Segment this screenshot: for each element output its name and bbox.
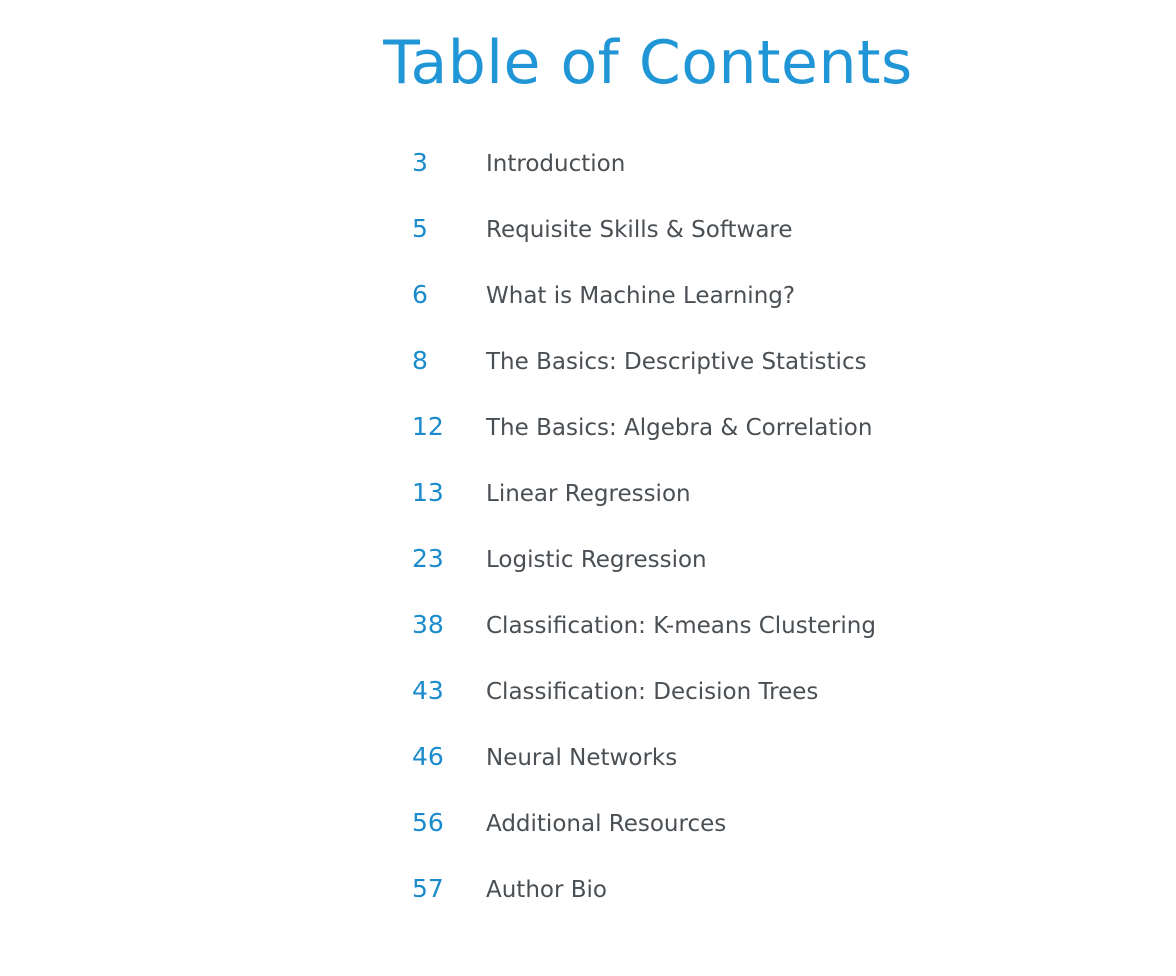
toc-entry-label: Author Bio	[486, 877, 607, 903]
toc-entry-label: Neural Networks	[486, 745, 678, 771]
toc-entry[interactable]	[0, 544, 1176, 610]
toc-entry[interactable]	[0, 742, 1176, 808]
toc-entry[interactable]	[0, 808, 1176, 874]
toc-entry-label: Introduction	[486, 151, 626, 177]
toc-entry-page-number: 6	[412, 280, 428, 309]
toc-entry-label: Classification: K-means Clustering	[486, 613, 876, 639]
toc-entry[interactable]	[0, 874, 1176, 940]
toc-entry-label: The Basics: Descriptive Statistics	[486, 349, 867, 375]
toc-entry-label: Linear Regression	[486, 481, 691, 507]
toc-entry-label: Requisite Skills & Software	[486, 217, 793, 243]
toc-entry-label: Classification: Decision Trees	[486, 679, 819, 705]
toc-entry[interactable]	[0, 676, 1176, 742]
toc-entry[interactable]	[0, 214, 1176, 280]
toc-entry-page-number: 12	[412, 412, 444, 441]
toc-entry-page-number: 56	[412, 808, 444, 837]
toc-list	[0, 148, 1176, 940]
toc-entry[interactable]	[0, 610, 1176, 676]
toc-entry[interactable]	[0, 280, 1176, 346]
toc-entry[interactable]	[0, 148, 1176, 214]
toc-entry-page-number: 23	[412, 544, 444, 573]
toc-entry-label: The Basics: Algebra & Correlation	[486, 415, 873, 441]
toc-entry-label: What is Machine Learning?	[486, 283, 796, 309]
toc-entry-page-number: 5	[412, 214, 428, 243]
toc-entry[interactable]	[0, 412, 1176, 478]
page-title: Table of Contents	[383, 28, 913, 98]
toc-entry-page-number: 13	[412, 478, 444, 507]
toc-entry[interactable]	[0, 346, 1176, 412]
toc-entry-label: Logistic Regression	[486, 547, 707, 573]
toc-entry-page-number: 43	[412, 676, 444, 705]
toc-entry-page-number: 46	[412, 742, 444, 771]
toc-entry-label: Additional Resources	[486, 811, 727, 837]
toc-entry-page-number: 57	[412, 874, 444, 903]
toc-entry-page-number: 8	[412, 346, 428, 375]
toc-entry-page-number: 38	[412, 610, 444, 639]
toc-entry-page-number: 3	[412, 148, 428, 177]
toc-entry[interactable]	[0, 478, 1176, 544]
